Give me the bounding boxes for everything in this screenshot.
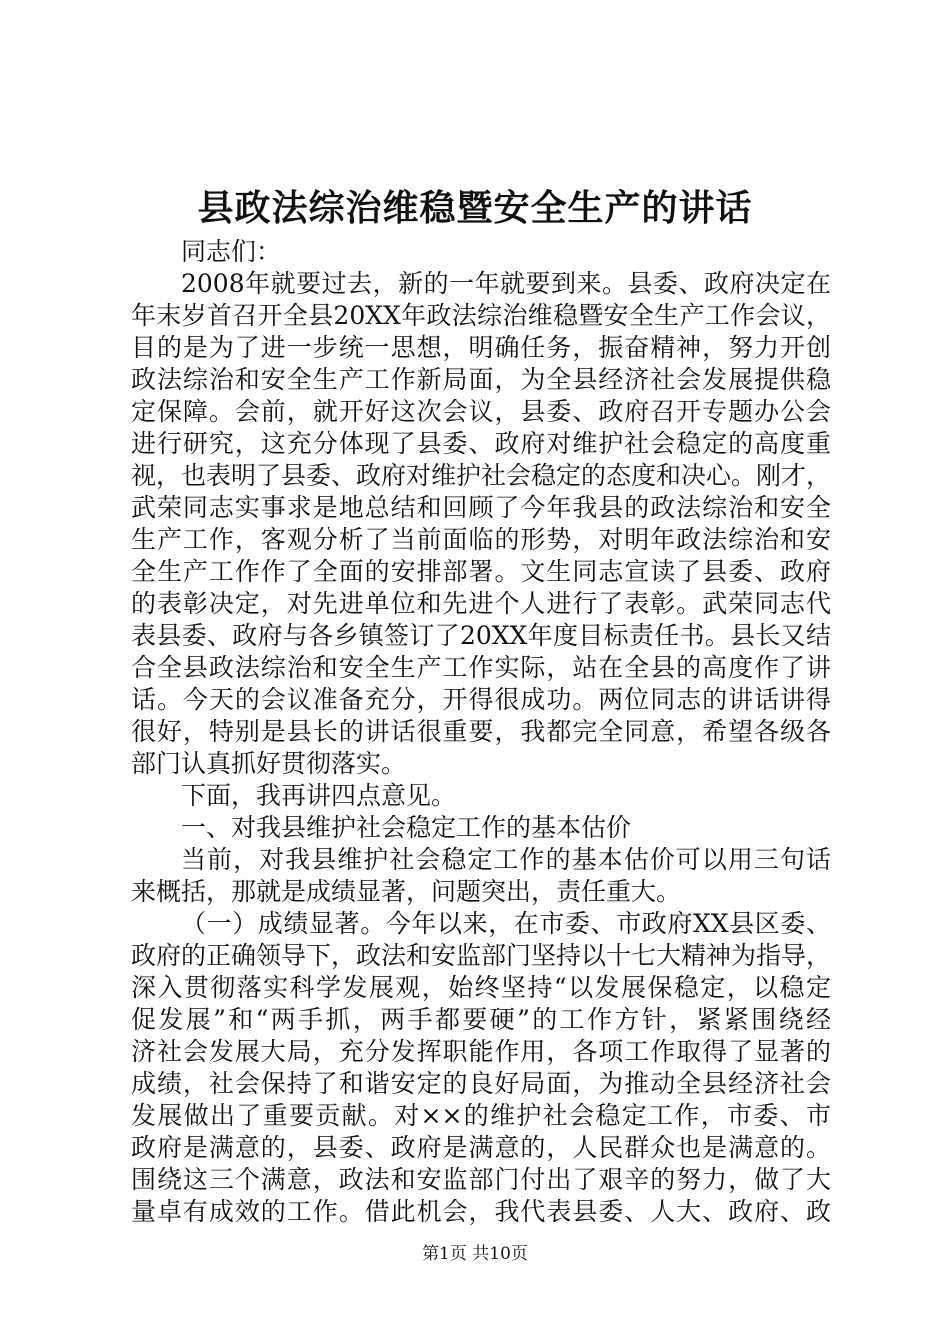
text-line: 下面，我再讲四点意见。 [181, 781, 457, 810]
text-line: 年末岁首召开全县20XX年政法综治维稳暨安全生产工作会议， [131, 301, 831, 330]
text-line: 部门认真抓好贯彻落实。 [131, 749, 407, 778]
text-line: 同志们： [181, 237, 282, 266]
text-line: 目的是为了进一步统一思想，明确任务，振奋精神，努力开创 [131, 333, 831, 362]
text-line: 全生产工作作了全面的安排部署。文生同志宣读了县委、政府 [131, 557, 831, 586]
text-line: 2008年就要过去，新的一年就要到来。县委、政府决定在 [181, 269, 831, 298]
text-line: 政府是满意的，县委、政府是满意的，人民群众也是满意的。 [131, 1133, 831, 1162]
page-number: 第1页 共10页 [422, 1244, 528, 1264]
text-line: 当前，对我县维护社会稳定工作的基本估价可以用三句话 [181, 845, 831, 874]
text-line: 量卓有成效的工作。借此机会，我代表县委、人大、政府、政 [131, 1197, 831, 1226]
text-line: 深入贯彻落实科学发展观，始终坚持“以发展保稳定，以稳定 [131, 973, 831, 1002]
text-line: 济社会发展大局，充分发挥职能作用，各项工作取得了显著的 [131, 1037, 831, 1066]
text-line: 很好，特别是县长的讲话很重要，我都完全同意，希望各级各 [131, 717, 831, 746]
text-line: 的表彰决定，对先进单位和先进个人进行了表彰。武荣同志代 [131, 589, 831, 618]
text-line: 促发展”和“两手抓，两手都要硬”的工作方针，紧紧围绕经 [131, 1005, 831, 1034]
text-line: 视，也表明了县委、政府对维护社会稳定的态度和决心。刚才， [131, 461, 831, 490]
document-title: 县政法综治维稳暨安全生产的讲话 [197, 187, 753, 229]
text-line: 政府的正确领导下，政法和安监部门坚持以十七大精神为指导， [131, 941, 831, 970]
text-line: 政法综治和安全生产工作新局面，为全县经济社会发展提供稳 [131, 365, 831, 394]
text-line: 表县委、政府与各乡镇签订了20XX年度目标责任书。县长又结 [131, 621, 831, 650]
text-line: 成绩，社会保持了和谐安定的良好局面，为推动全县经济社会 [131, 1069, 831, 1098]
text-line: 话。今天的会议准备充分，开得很成功。两位同志的讲话讲得 [131, 685, 831, 714]
text-line: 合全县政法综治和安全生产工作实际，站在全县的高度作了讲 [131, 653, 831, 682]
text-line: 发展做出了重要贡献。对××的维护社会稳定工作，市委、市 [131, 1101, 831, 1130]
text-line: 生产工作，客观分析了当前面临的形势，对明年政法综治和安 [131, 525, 831, 554]
document-body [131, 236, 831, 1228]
text-line: 定保障。会前，就开好这次会议，县委、政府召开专题办公会 [131, 397, 831, 426]
text-line: 武荣同志实事求是地总结和回顾了今年我县的政法综治和安全 [131, 493, 831, 522]
text-line: （一）成绩显著。今年以来，在市委、市政府XX县区委、 [181, 909, 831, 938]
text-line: 围绕这三个满意，政法和安监部门付出了艰辛的努力，做了大 [131, 1165, 831, 1194]
text-line: 来概括，那就是成绩显著，问题突出，责任重大。 [131, 877, 682, 906]
section-heading: 一、对我县维护社会稳定工作的基本估价 [181, 813, 632, 842]
text-line: 进行研究，这充分体现了县委、政府对维护社会稳定的高度重 [131, 429, 831, 458]
